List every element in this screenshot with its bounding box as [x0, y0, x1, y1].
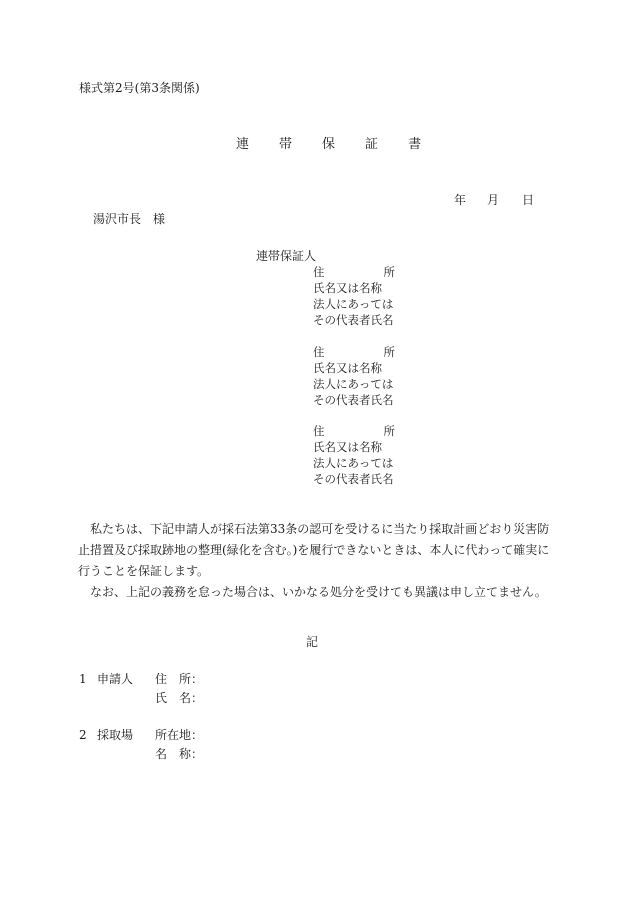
title-char: 連	[236, 137, 250, 152]
guarantor-block-1	[313, 264, 395, 328]
address-label: 住 所	[313, 345, 395, 359]
ki-heading: 記	[306, 635, 319, 649]
corp-label: 法人にあっては	[313, 297, 394, 311]
title-char: 書	[408, 137, 422, 152]
statement-paragraph: 私たちは、下記申請人が採石法第33条の認可を受けるに当たり採取計画どおり災害防止措置及び採取跡地の整理(緑化を含む。)を履行できないときは、本人に代わって確実に行うことを保証します。	[78, 522, 550, 578]
address-label: 住 所	[313, 424, 395, 438]
guarantor-block-2	[313, 344, 395, 408]
rep-label: その代表者氏名	[313, 472, 394, 486]
addressee: 湯沢市長 様	[93, 212, 166, 226]
date-year: 年	[454, 193, 467, 207]
guarantor-block-3	[313, 423, 395, 487]
title-char: 帯	[279, 137, 293, 152]
item-label: 採取場	[97, 728, 134, 742]
guarantor-header: 連帯保証人	[256, 249, 317, 263]
title-char: 保	[322, 137, 336, 152]
address-label: 住 所	[313, 265, 395, 279]
document-title	[236, 138, 421, 151]
name-label: 氏名又は名称	[313, 281, 382, 295]
corp-label: 法人にあっては	[313, 456, 394, 470]
corp-label: 法人にあっては	[313, 377, 394, 391]
field-label: 名 称：	[155, 747, 204, 761]
date-day: 日	[522, 193, 535, 207]
rep-label: その代表者氏名	[313, 393, 394, 407]
form-number: 様式第2号(第3条関係)	[79, 81, 200, 95]
rep-label: その代表者氏名	[313, 313, 394, 327]
item-label: 申請人	[97, 672, 134, 686]
item-number: 1	[79, 672, 87, 686]
item-number: 2	[79, 728, 87, 742]
field-label: 所在地：	[155, 728, 204, 742]
title-char: 証	[365, 137, 379, 152]
guarantee-statement	[78, 519, 558, 603]
name-label: 氏名又は名称	[313, 361, 382, 375]
statement-paragraph: なお、上記の義務を怠った場合は、いかなる処分を受けても異議は申し立てません。	[90, 585, 547, 599]
date-month: 月	[487, 193, 500, 207]
field-label: 住 所：	[155, 672, 204, 686]
field-label: 氏 名：	[155, 691, 204, 705]
name-label: 氏名又は名称	[313, 440, 382, 454]
